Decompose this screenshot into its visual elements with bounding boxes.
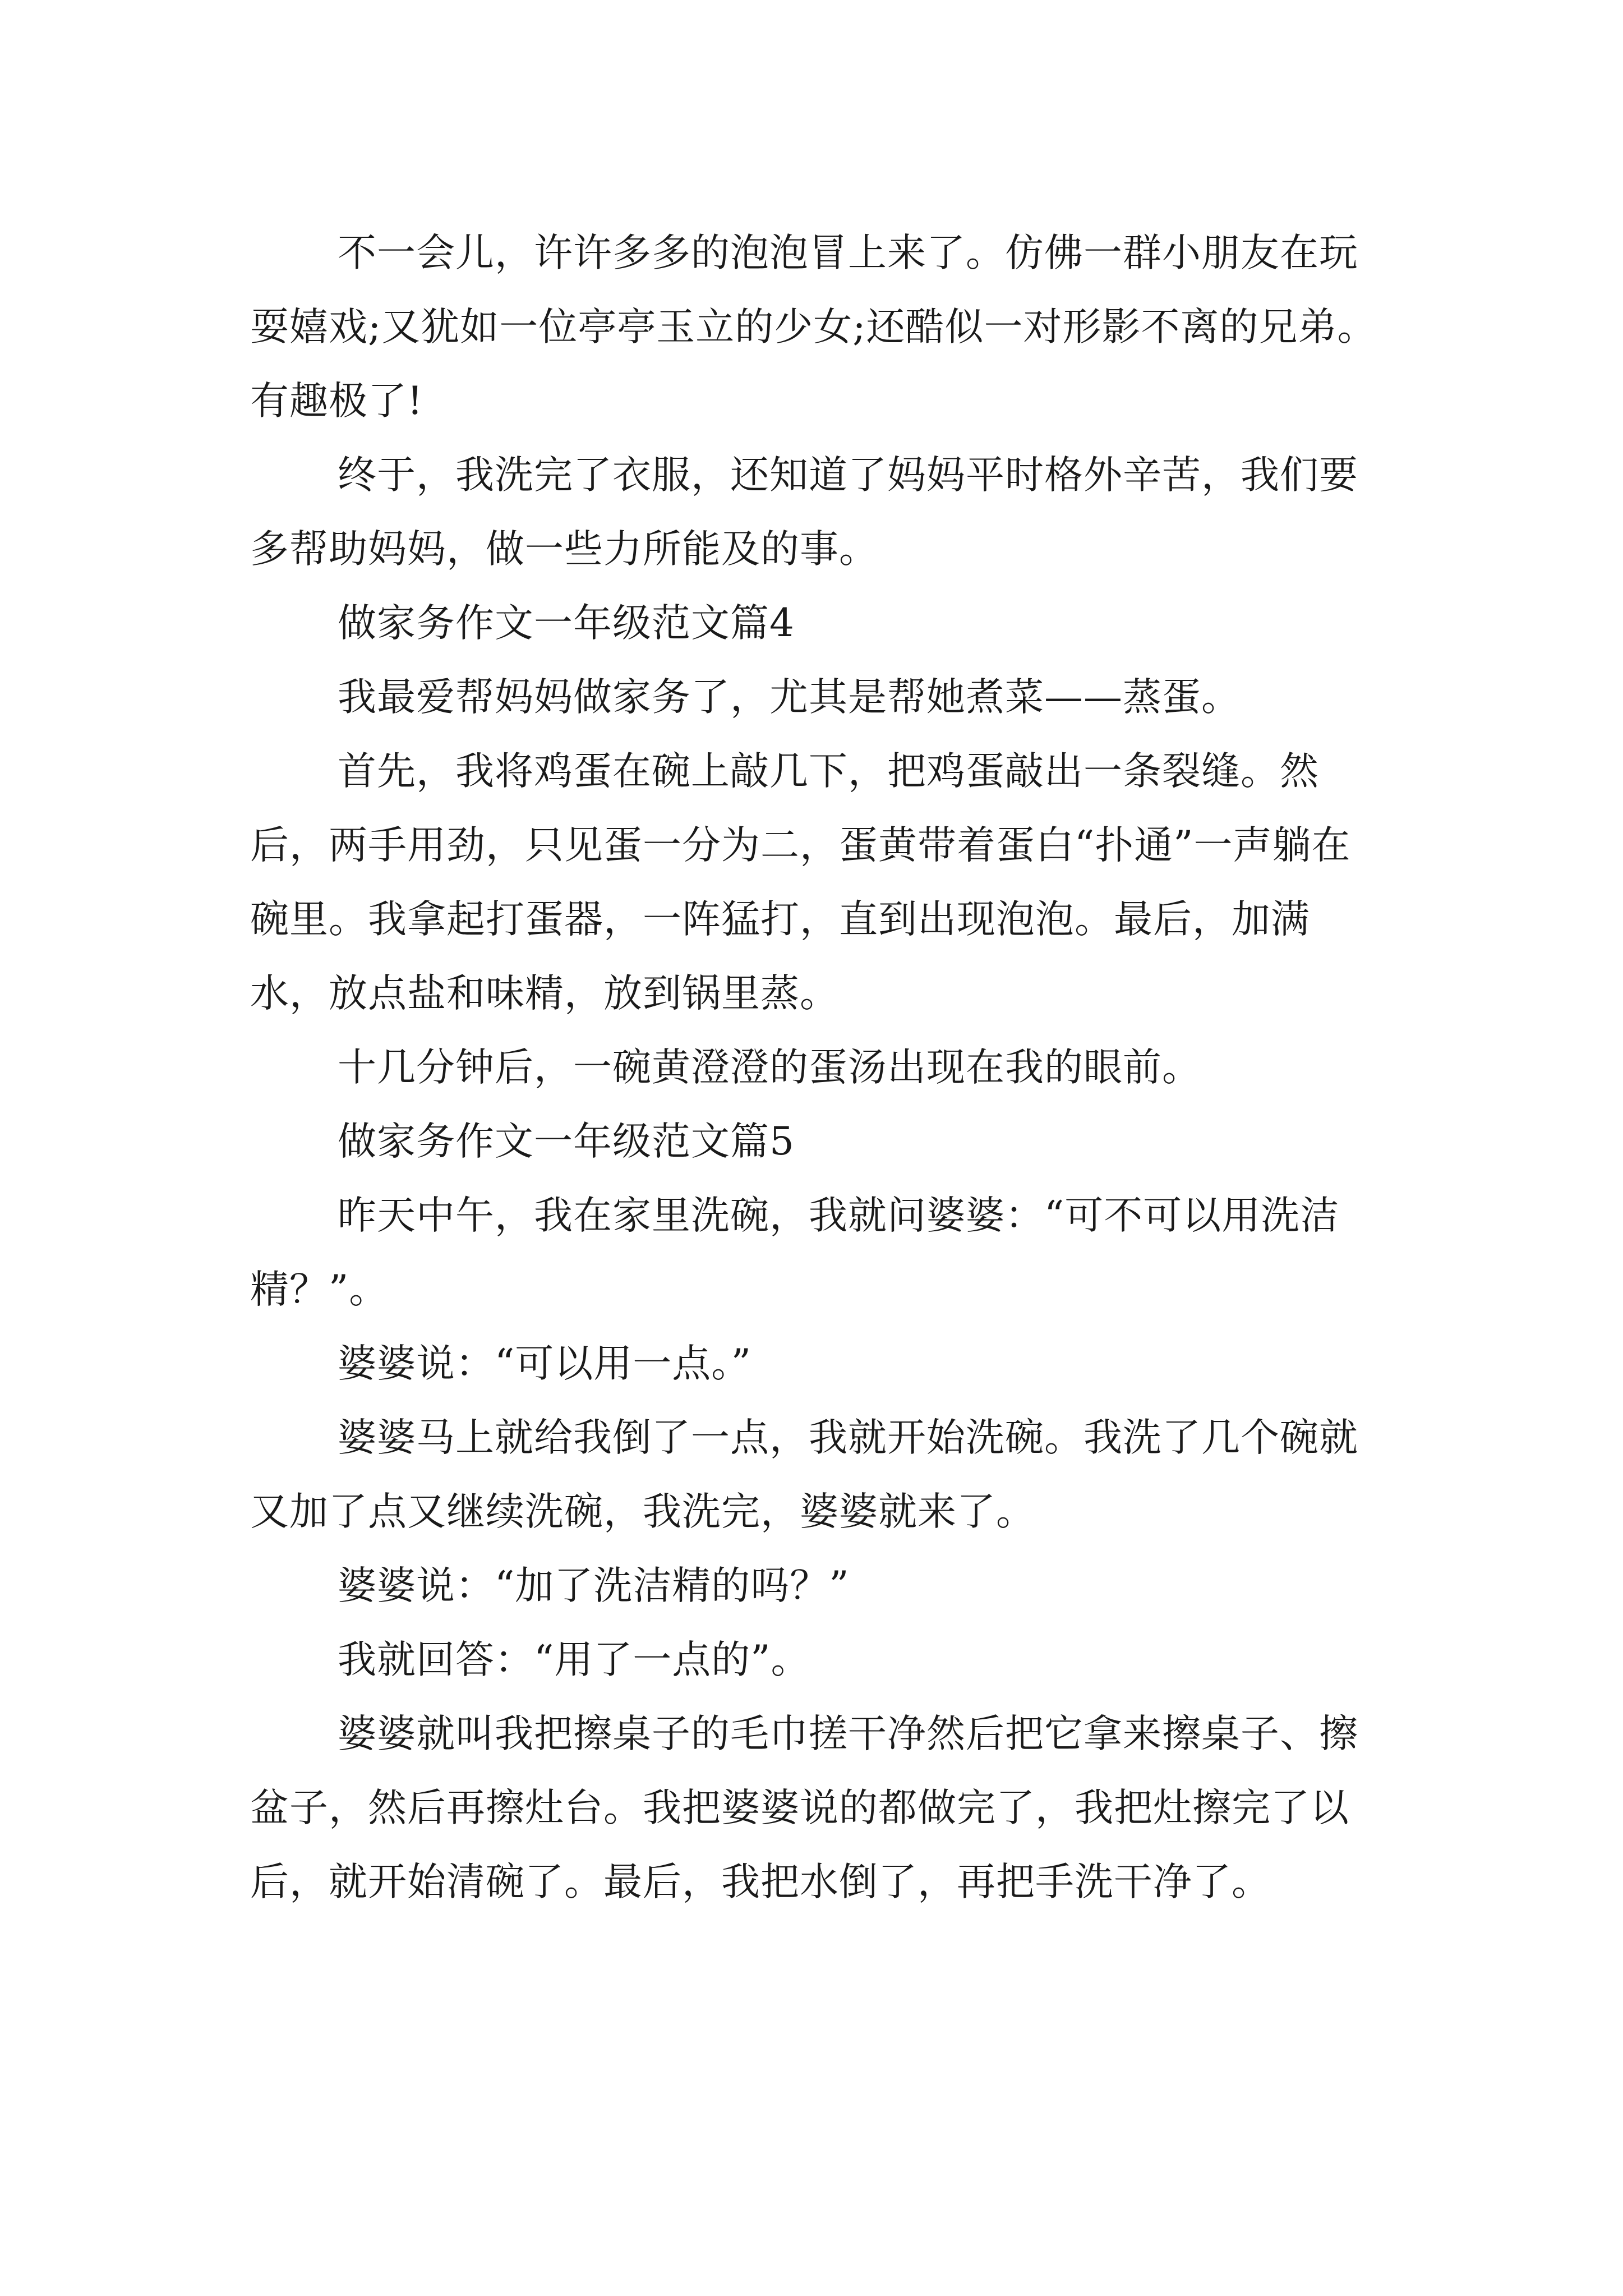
- paragraph: 终于，我洗完了衣服，还知道了妈妈平时格外辛苦，我们要多帮助妈妈，做一些力所能及的事。: [250, 453, 1358, 572]
- paragraph: 婆婆马上就给我倒了一点，我就开始洗碗。我洗了几个碗就又加了点又继续洗碗，我洗完，婆婆就来了。: [250, 1415, 1358, 1534]
- document-body: [250, 216, 1380, 1919]
- paragraph: 十几分钟后，一碗黄澄澄的蛋汤出现在我的眼前。: [338, 1045, 1201, 1090]
- paragraph: 首先，我将鸡蛋在碗上敲几下，把鸡蛋敲出一条裂缝。然后，两手用劲，只见蛋一分为二，蛋黄带着蛋白“扑通”一声躺在碗里。我拿起打蛋器，一阵猛打，直到出现泡泡。最后，加满水，放点盐和味精，放到锅里蒸。: [250, 749, 1351, 1016]
- paragraph: 昨天中午，我在家里洗碗，我就问婆婆：“可不可以用洗洁精？”。: [250, 1193, 1340, 1312]
- paragraph: 婆婆说：“可以用一点。”: [338, 1341, 752, 1386]
- section-heading: 做家务作文一年级范文篇5: [338, 1119, 795, 1164]
- paragraph: 婆婆就叫我把擦桌子的毛巾搓干净然后把它拿来擦桌子、擦盆子，然后再擦灶台。我把婆婆说的都做完了，我把灶擦完了以后，就开始清碗了。最后，我把水倒了，再把手洗干净了。: [250, 1711, 1358, 1904]
- paragraph: 不一会儿，许许多多的泡泡冒上来了。仿佛一群小朋友在玩耍嬉戏;又犹如一位亭亭玉立的少女;还酷似一对形影不离的兄弟。有趣极了!: [250, 231, 1377, 424]
- paragraph: 我就回答：“用了一点的”。: [338, 1637, 810, 1682]
- paragraph: 婆婆说：“加了洗洁精的吗？”: [338, 1563, 850, 1608]
- paragraph: 我最爱帮妈妈做家务了，尤其是帮她煮菜——蒸蛋。: [338, 675, 1241, 720]
- section-heading: 做家务作文一年级范文篇4: [338, 601, 795, 646]
